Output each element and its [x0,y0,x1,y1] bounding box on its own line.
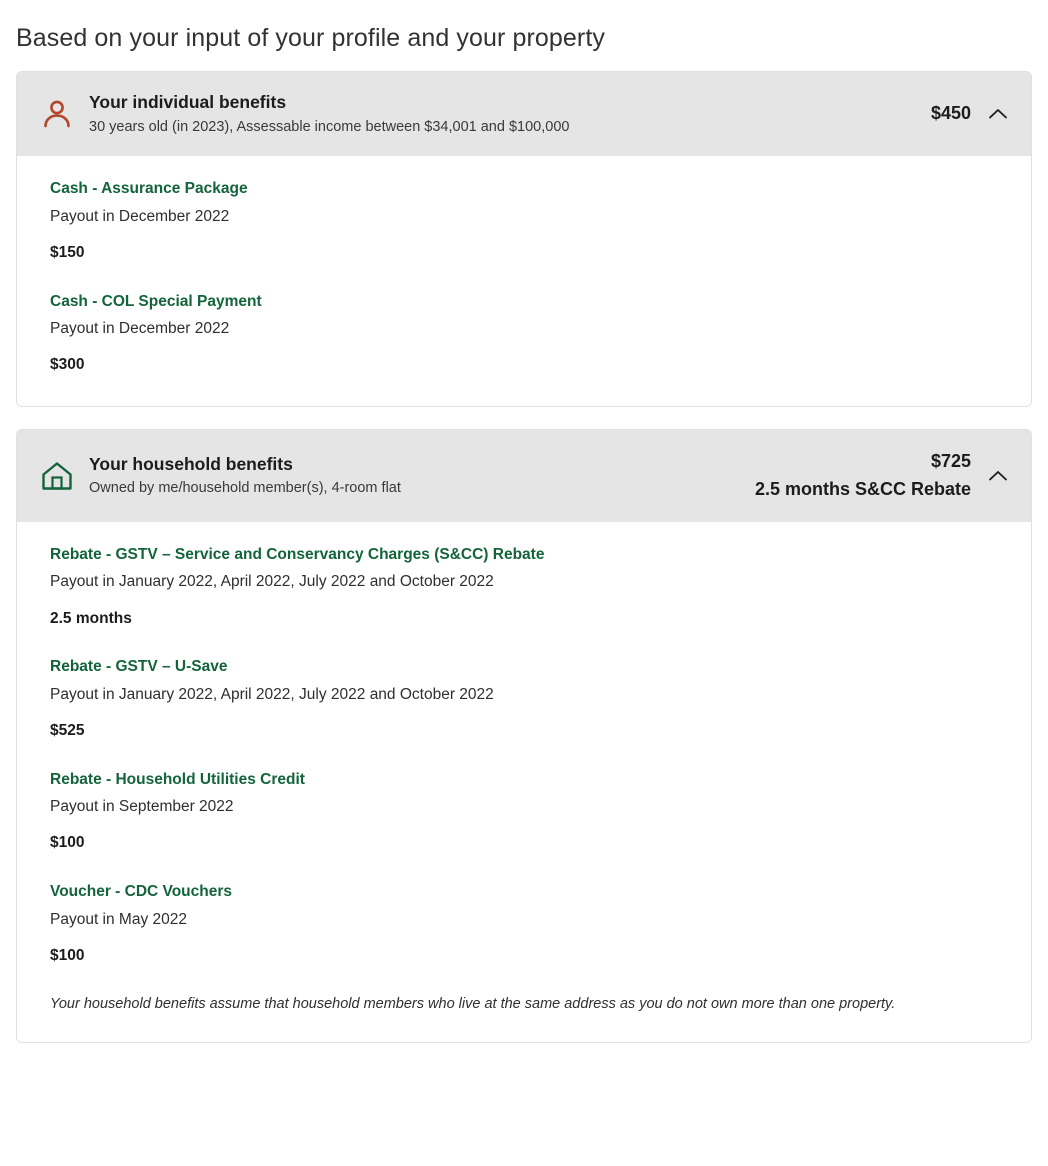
household-header-text [89,452,755,500]
benefit-title: Rebate - GSTV – U-Save [50,658,228,676]
household-title: Your household benefits [89,453,293,474]
benefit-value: 2.5 months [50,609,132,627]
benefit-item [50,656,998,741]
benefit-item [50,291,998,376]
individual-benefits-body [17,156,1031,406]
individual-amount [931,100,971,128]
household-note: Your household benefits assume that household members who live at the same address as you do not own more than one property. [50,996,896,1013]
chevron-up-icon[interactable] [985,101,1011,127]
household-subtitle: Owned by me/household member(s), 4-room flat [89,480,401,497]
benefit-title: Rebate - Household Utilities Credit [50,770,305,788]
benefit-item [50,881,998,966]
benefit-payout: Payout in December 2022 [50,320,230,338]
house-icon [39,458,75,494]
benefit-title: Rebate - GSTV – Service and Conservancy Charges (S&CC) Rebate [50,545,545,563]
benefit-value: $300 [50,356,85,374]
benefit-title: Voucher - CDC Vouchers [50,883,233,901]
benefit-payout: Payout in December 2022 [50,207,230,225]
benefit-value: $150 [50,243,85,261]
person-icon [39,96,75,132]
household-benefits-header[interactable] [17,430,1031,522]
individual-benefits-card [16,71,1032,407]
benefit-value: $100 [50,834,85,852]
chevron-up-icon[interactable] [985,463,1011,489]
individual-subtitle: 30 years old (in 2023), Assessable income between $34,001 and $100,000 [89,118,570,135]
page-title: Based on your input of your profile and your property [16,24,605,52]
household-benefits-body [17,522,1031,1042]
benefit-title: Cash - COL Special Payment [50,292,262,310]
benefit-payout: Payout in May 2022 [50,910,188,928]
individual-header-text [89,90,931,138]
individual-benefits-header[interactable] [17,72,1031,156]
benefit-payout: Payout in January 2022, April 2022, July 2022 and October 2022 [50,573,494,591]
benefit-payout: Payout in September 2022 [50,798,234,816]
benefit-item [50,769,998,854]
household-amount-subline: 2.5 months S&CC Rebate [754,478,971,499]
individual-title: Your individual benefits [89,92,287,112]
benefit-item [50,178,998,263]
results-page [0,24,1048,1043]
benefit-value: $100 [50,946,85,964]
benefit-title: Cash - Assurance Package [50,180,248,198]
household-amount-line: $725 [930,451,971,472]
benefit-item [50,544,998,629]
individual-amount-line: $450 [930,103,971,124]
household-amount [755,448,971,504]
household-benefits-card [16,429,1032,1043]
benefit-payout: Payout in January 2022, April 2022, July 2022 and October 2022 [50,685,494,703]
benefit-value: $525 [50,721,85,739]
